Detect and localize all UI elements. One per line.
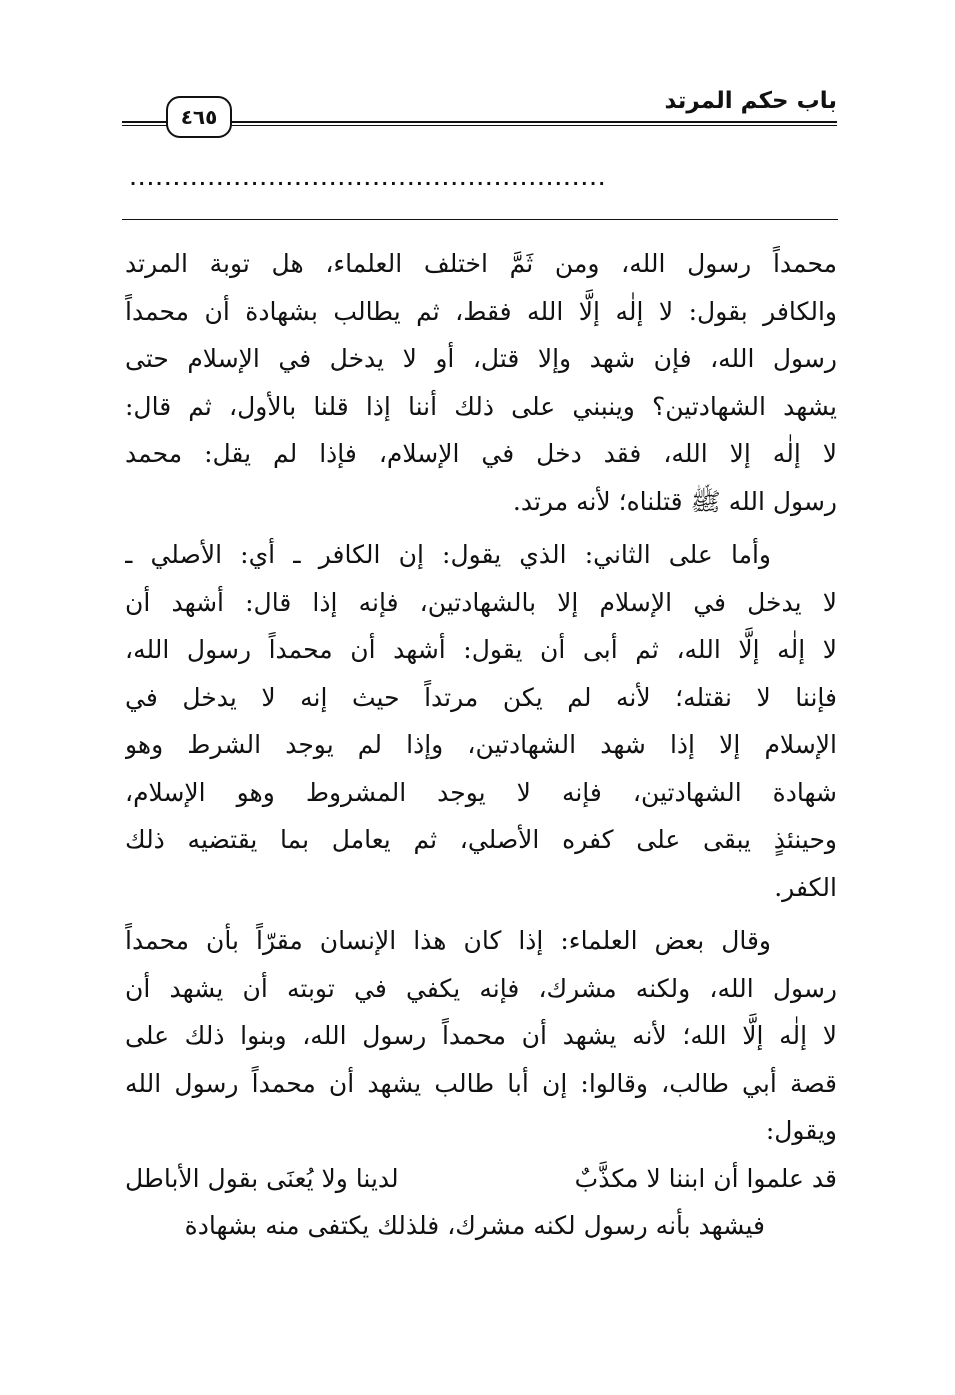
- footnote-rule: [122, 219, 838, 220]
- running-title: باب حكم المرتد: [664, 88, 837, 114]
- paragraph: [125, 240, 837, 525]
- text-line: رسول الله، فإن شهد وإلا قتل، أو لا يدخل في الإسلام حتى: [125, 344, 837, 373]
- text-line: فيشهد بأنه رسول لكنه مشرك، فلذلك يكتفى منه بشهادة: [184, 1211, 765, 1240]
- text-line: لا إلٰه إلَّا الله؛ لأنه يشهد أن محمداً رسول الله، وبنوا ذلك على: [125, 1021, 837, 1050]
- header-rule: [122, 121, 167, 123]
- poetry-verse: [125, 1155, 837, 1203]
- page-number-frame: [166, 96, 232, 138]
- text-line: يشهد الشهادتين؟ وينبني على ذلك أننا إذا قلنا بالأول، ثم قال:: [125, 391, 837, 421]
- text-line: ويقول:: [765, 1116, 837, 1145]
- header-rule: [122, 125, 167, 126]
- page-number: ٤٦٥: [180, 105, 218, 129]
- text-line: لا إلٰه إلا الله، فقد دخل في الإسلام، فإذا لم يقل: محمد: [125, 439, 837, 468]
- text-line: الإسلام إلا إذا شهد الشهادتين، وإذا لم يوجد الشرط وهو: [125, 730, 837, 759]
- paragraph: [125, 531, 837, 911]
- footnote-continuation-dots: .......................................................: [130, 172, 608, 188]
- text-line: وقال بعض العلماء: إذا كان هذا الإنسان مقرّاً بأن محمداً: [125, 926, 771, 955]
- header-rule: [232, 125, 837, 126]
- text-line: قصة أبي طالب، وقالوا: إن أبا طالب يشهد أن محمداً رسول الله: [125, 1068, 837, 1098]
- text-line: وحينئذٍ يبقى على كفره الأصلي، ثم يعامل بما يقتضيه ذلك: [125, 825, 837, 854]
- text-line: لا يدخل في الإسلام إلا بالشهادتين، فإنه إذا قال: أشهد أن: [125, 587, 837, 617]
- verse-second-hemistich: لدينا ولا يُعنَى بقول الأباطل: [125, 1163, 399, 1193]
- text-line: محمداً رسول الله، ومن ثَمَّ اختلف العلماء، هل توبة المرتد: [125, 249, 837, 278]
- text-line: رسول الله ﷺ قتلناه؛ لأنه مرتد.: [512, 486, 837, 516]
- text-line: رسول الله، ولكنه مشرك، فإنه يكفي في توبته أن يشهد أن: [125, 973, 837, 1003]
- text-line: الكفر.: [774, 872, 837, 902]
- text-line: شهادة الشهادتين، فإنه لا يوجد المشروط وهو الإسلام،: [125, 777, 837, 807]
- verse-first-hemistich: قد علموا أن ابننا لا مكذَّبٌ: [574, 1163, 837, 1193]
- paragraph: [125, 917, 837, 1155]
- header-rule: [232, 121, 837, 123]
- main-text: [125, 240, 837, 1250]
- text-line: وأما على الثاني: الذي يقول: إن الكافر ـ أي: الأصلي ـ: [125, 540, 771, 569]
- text-line: لا إلٰه إلَّا الله، ثم أبى أن يقول: أشهد أن محمداً رسول الله،: [125, 635, 837, 664]
- text-line: فإننا لا نقتله؛ لأنه لم يكن مرتداً حيث إنه لا يدخل في: [125, 682, 837, 712]
- text-line: والكافر بقول: لا إلٰه إلَّا الله فقط، ثم يطالب بشهادة أن محمداً: [125, 296, 837, 326]
